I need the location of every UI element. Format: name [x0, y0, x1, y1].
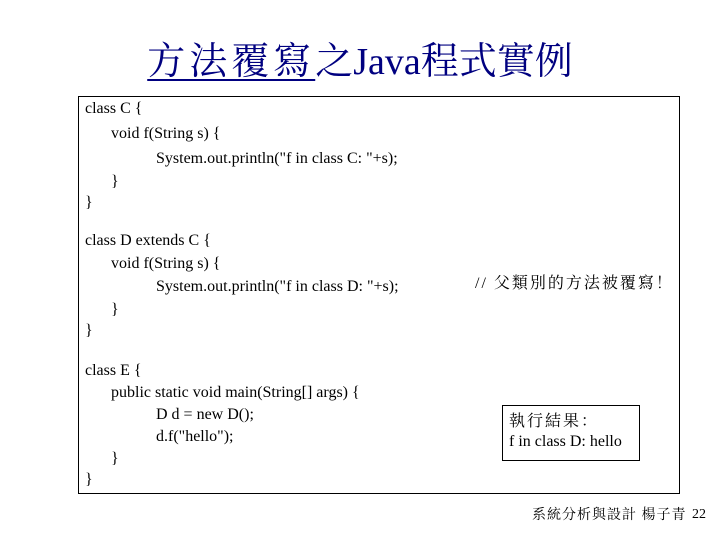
override-comment: // 父類別的方法被覆寫！: [475, 275, 674, 292]
code-line-d-class-close: }: [85, 322, 93, 339]
code-line-d-println: System.out.println("f in class D: "+s);: [156, 278, 399, 295]
code-line-c-method: void f(String s) {: [111, 125, 221, 142]
code-line-class-c: class C {: [85, 100, 143, 117]
code-line-d-method-close: }: [111, 301, 119, 318]
code-line-class-d: class D extends C {: [85, 232, 211, 249]
slide-title: [0, 34, 720, 90]
code-box: [78, 96, 680, 494]
footer-credit: 系統分析與設計 楊子青: [532, 508, 687, 523]
code-line-new-d: D d = new D();: [156, 406, 254, 423]
code-line-main-close: }: [111, 450, 119, 467]
title-rest-part: 之Java程式實例: [315, 41, 573, 83]
code-line-call-f: d.f("hello");: [156, 428, 234, 445]
execution-result-box: [502, 405, 640, 461]
code-line-c-class-close: }: [85, 194, 93, 211]
code-line-c-println: System.out.println("f in class C: "+s);: [156, 150, 398, 167]
execution-result-label: 執行結果：: [509, 413, 600, 430]
page-number: 22: [692, 507, 706, 522]
code-line-main-method: public static void main(String[] args) {: [111, 384, 360, 401]
code-line-e-class-close: }: [85, 471, 93, 488]
code-line-class-e: class E {: [85, 362, 142, 379]
code-line-c-method-close: }: [111, 173, 119, 190]
execution-result-value: f in class D: hello: [509, 433, 622, 450]
code-line-d-method: void f(String s) {: [111, 255, 221, 272]
title-underlined-part: 方法覆寫: [147, 41, 316, 83]
